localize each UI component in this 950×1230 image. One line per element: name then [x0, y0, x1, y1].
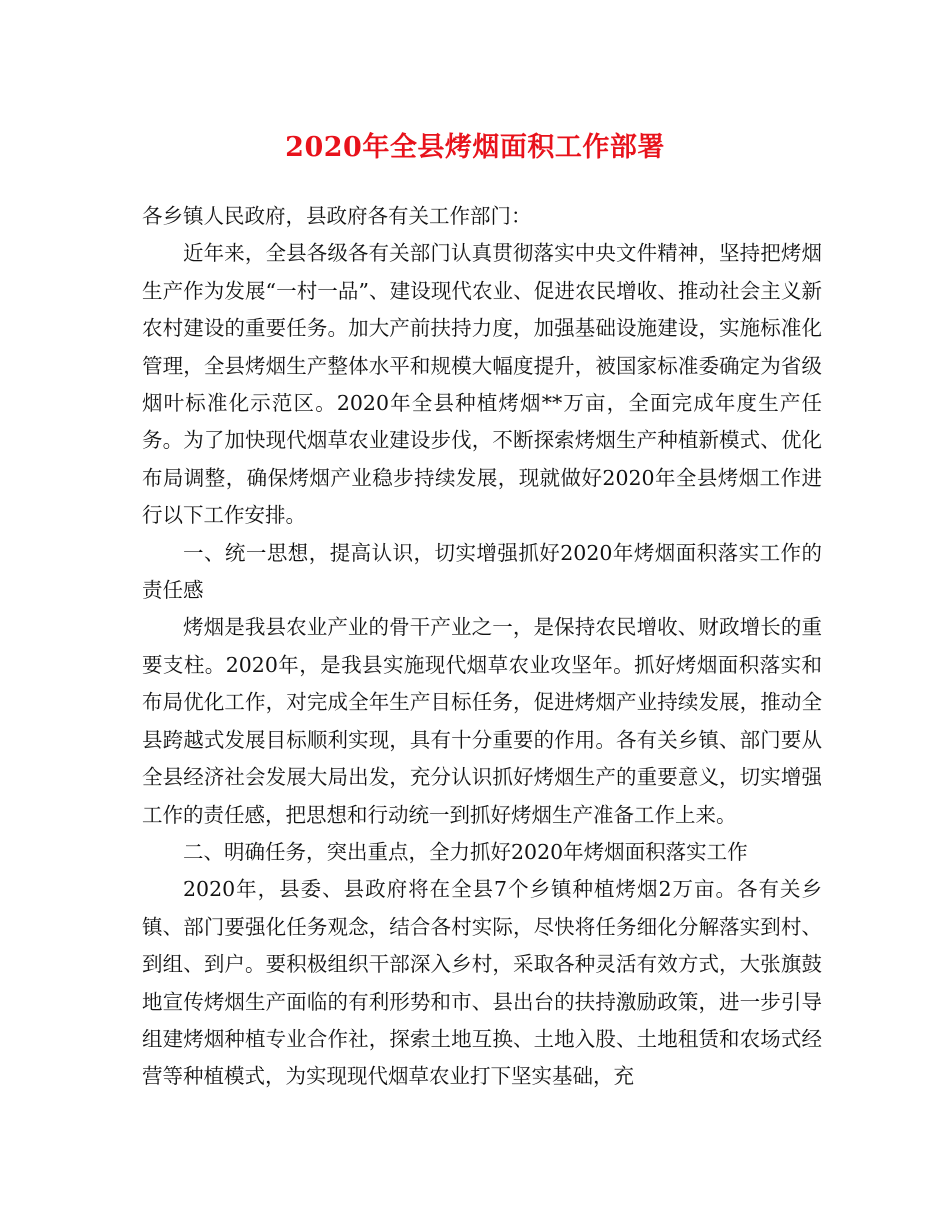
- paragraph-intro: 近年来，全县各级各有关部门认真贯彻落实中央文件精神，坚持把烤烟生产作为发展“一村一品”、建设现代农业、促进农民增收、推动社会主义新农村建设的重要任务。加大产前扶持力度，加强基础设施建设，实施标准化管理，全县烤烟生产整体水平和规模大幅度提升，被国家标准委确定为省级烟叶标准化示范区。2020年全县种植烤烟**万亩，全面完成年度生产任务。为了加快现代烟草农业建设步伐，不断探索烤烟生产种植新模式、优化布局调整，确保烤烟产业稳步持续发展，现就做好2020年全县烤烟工作进行以下工作安排。: [142, 241, 822, 528]
- document-body: [142, 198, 822, 1096]
- section-heading-2: 二、明确任务，突出重点，全力抓好2020年烤烟面积落实工作: [183, 839, 748, 864]
- salutation: 各乡镇人民政府，县政府各有关工作部门：: [142, 204, 532, 228]
- paragraph-section-1: 烤烟是我县农业产业的骨干产业之一，是保持农民增收、财政增长的重要支柱。2020年，是我县实施现代烟草农业攻坚年。抓好烤烟面积落实和布局优化工作，对完成全年生产目标任务，促进烤烟产业持续发展，推动全县跨越式发展目标顺利实现，具有十分重要的作用。各有关乡镇、部门要从全县经济社会发展大局出发，充分认识抓好烤烟生产的重要意义，切实增强工作的责任感，把思想和行动统一到抓好烤烟生产准备工作上来。: [142, 615, 822, 827]
- section-heading-1: 一、统一思想，提高认识，切实增强抓好2020年烤烟面积落实工作的责任感: [142, 540, 822, 603]
- paragraph-section-2: 2020年，县委、县政府将在全县7个乡镇种植烤烟2万亩。各有关乡镇、部门要强化任务观念，结合各村实际，尽快将任务细化分解落实到村、到组、到户。要积极组织干部深入乡村，采取各种灵活有效方式，大张旗鼓地宣传烤烟生产面临的有利形势和市、县出台的扶持激励政策，进一步引导组建烤烟种植专业合作社，探索土地互换、土地入股、土地租赁和农场式经营等种植模式，为实现现代烟草农业打下坚实基础，充: [142, 877, 822, 1089]
- document-title: 2020年全县烤烟面积工作部署: [285, 132, 665, 163]
